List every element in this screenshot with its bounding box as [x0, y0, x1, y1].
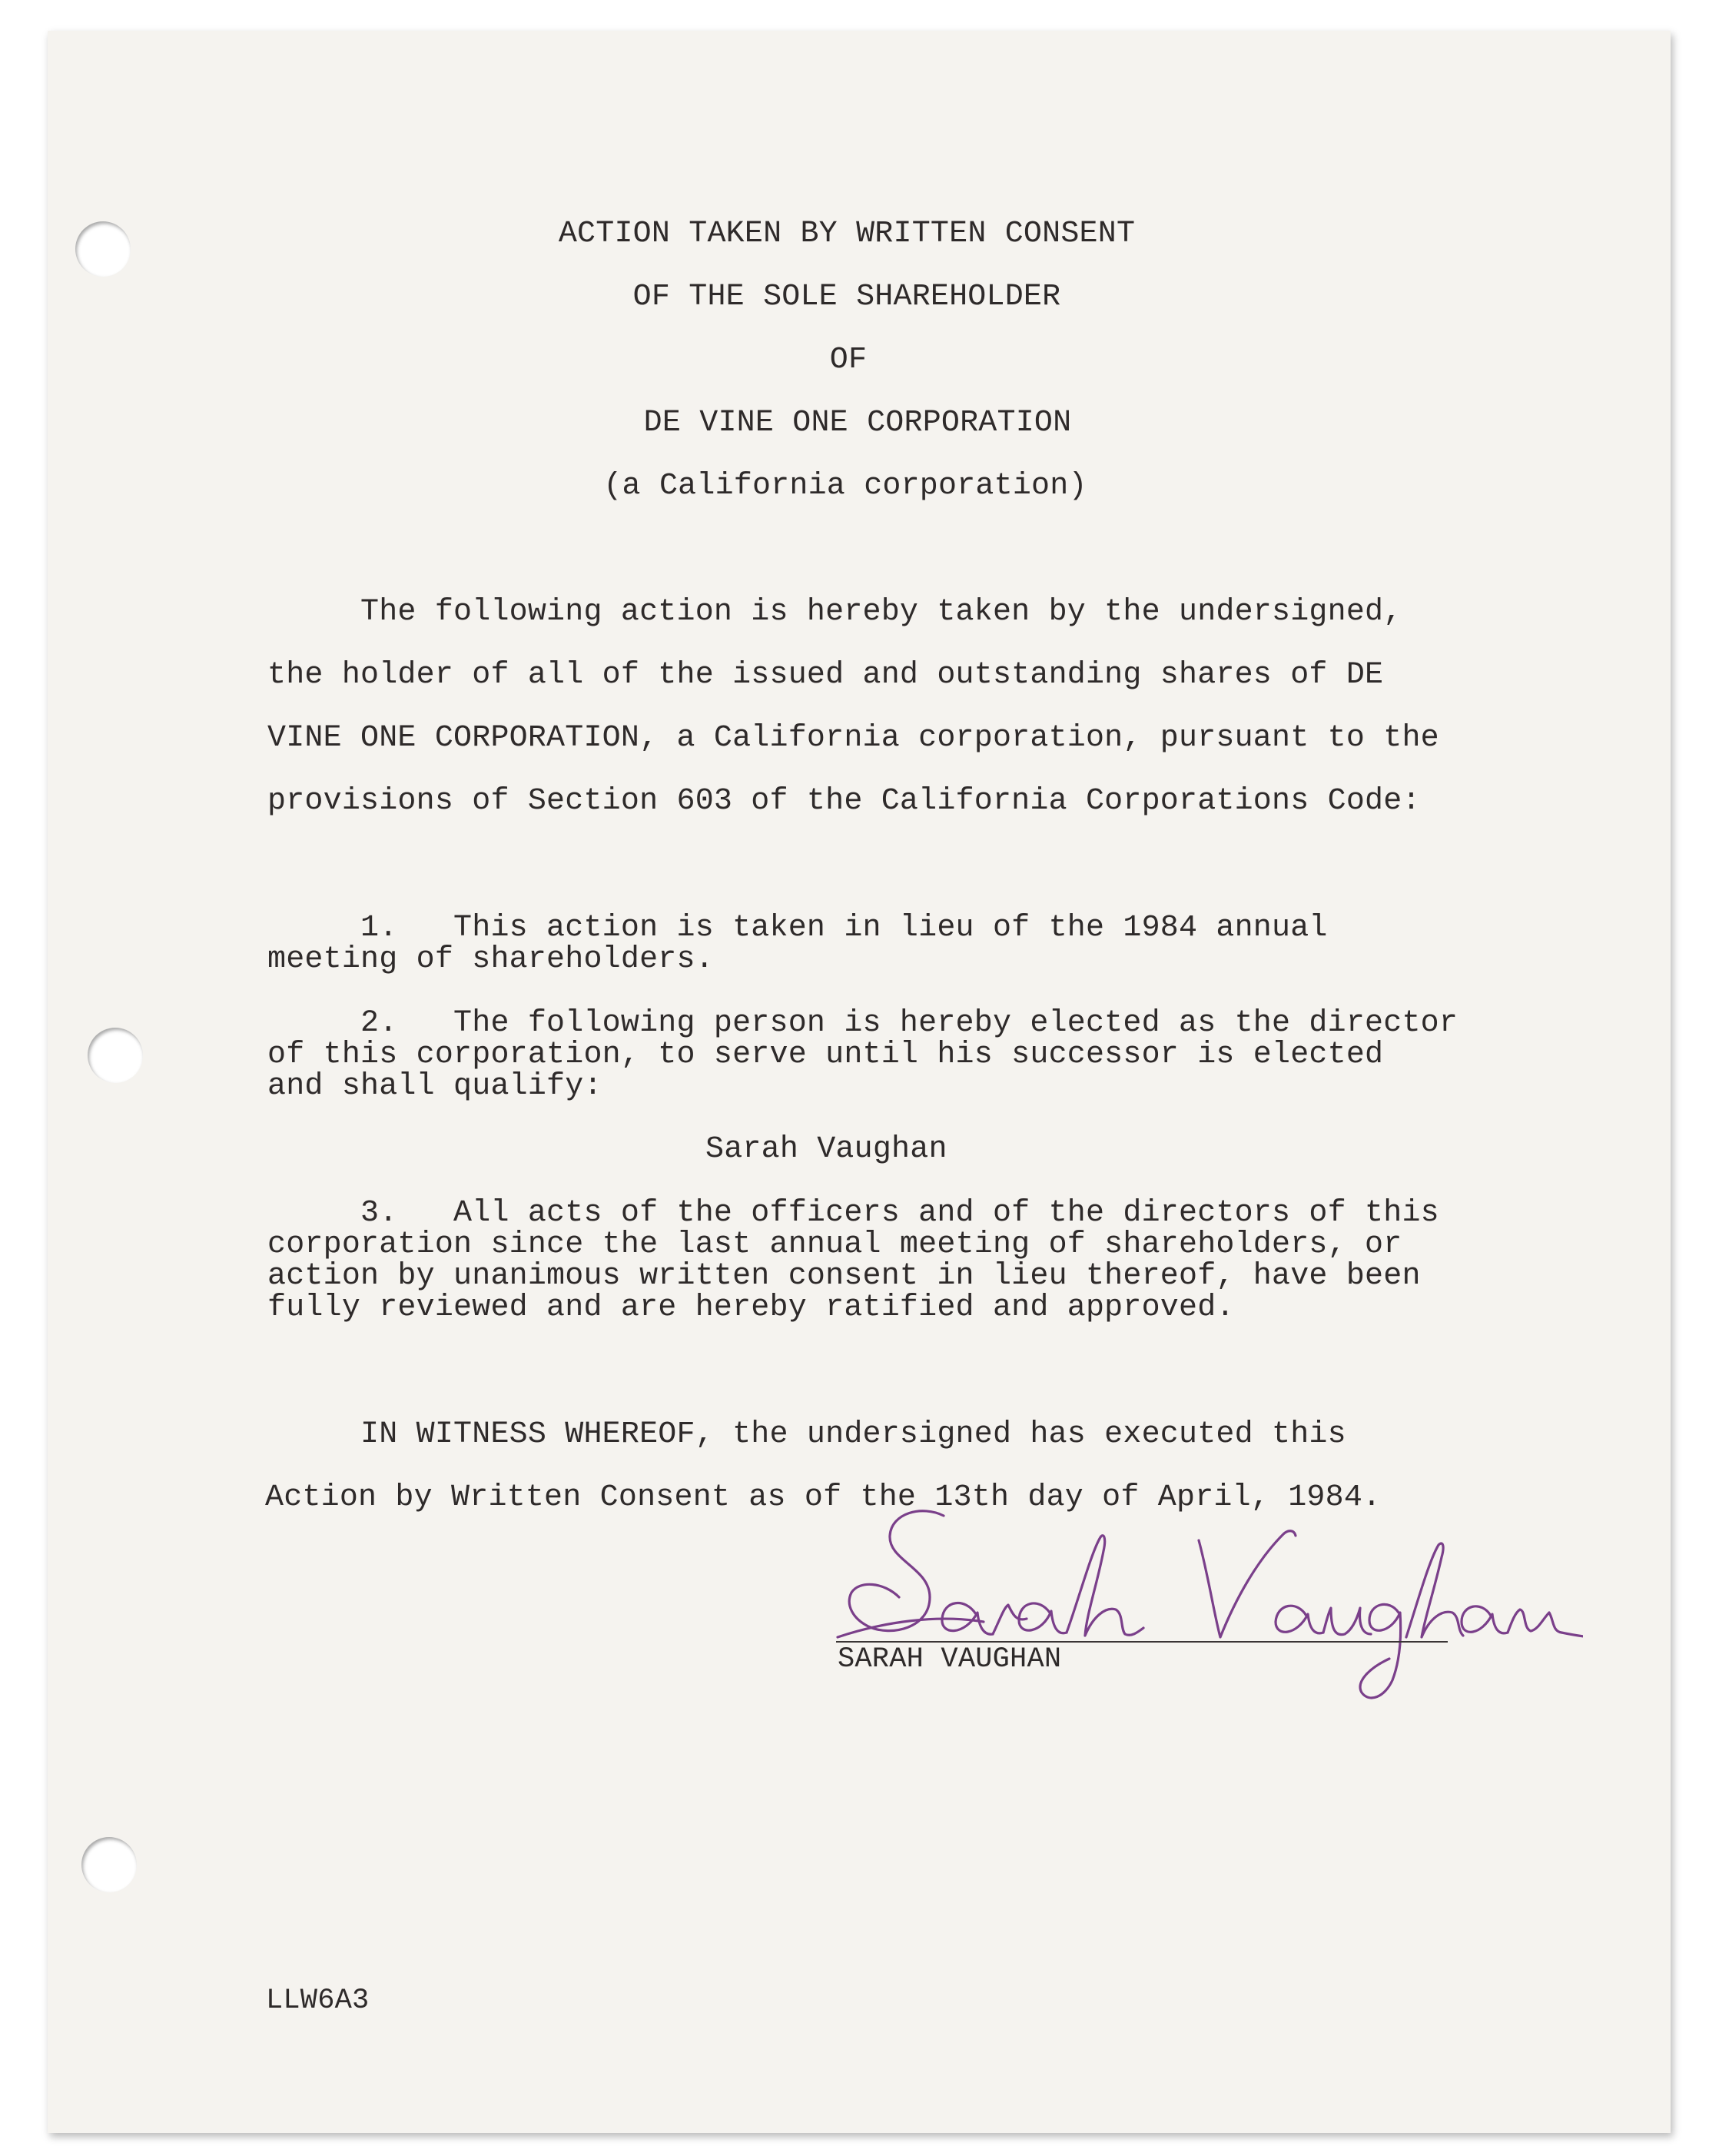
intro-line-1: The following action is hereby taken by the undersigned, [267, 595, 1402, 630]
item2-line-1: 2. The following person is hereby elected as the director [267, 1006, 1458, 1041]
handwritten-signature [815, 1507, 1583, 1706]
title-line-4: DE VINE ONE CORPORATION [643, 406, 1072, 440]
title-line-3: OF [829, 343, 868, 377]
signature-line [836, 1641, 1448, 1643]
signer-name: SARAH VAUGHAN [838, 1643, 1062, 1676]
item2-line-2: of this corporation, to serve until his successor is elected [267, 1038, 1384, 1072]
director-name: Sarah Vaughan [705, 1132, 947, 1167]
item3-line-3: action by unanimous written consent in lieu thereof, have been [267, 1259, 1421, 1294]
item3-line-2: corporation since the last annual meeting of shareholders, or [267, 1227, 1402, 1262]
intro-line-2: the holder of all of the issued and outstanding shares of DE [267, 658, 1384, 693]
witness-line-1: IN WITNESS WHEREOF, the undersigned has executed this [267, 1417, 1346, 1452]
witness-line-2: Action by Written Consent as of the 13th day of April, 1984. [265, 1480, 1382, 1515]
binder-hole-bottom [81, 1837, 137, 1892]
item2-line-3: and shall qualify: [267, 1069, 602, 1104]
footer-document-code: LLW6A3 [266, 1985, 370, 2017]
item1-line-2: meeting of shareholders. [267, 942, 714, 977]
intro-line-4: provisions of Section 603 of the California Corporations Code: [267, 784, 1421, 819]
item3-line-4: fully reviewed and are hereby ratified and approved. [267, 1291, 1235, 1325]
title-line-5: (a California corporation) [603, 469, 1087, 503]
title-line-2: OF THE SOLE SHAREHOLDER [632, 280, 1061, 314]
binder-hole-middle [88, 1028, 143, 1083]
title-line-1: ACTION TAKEN BY WRITTEN CONSENT [558, 217, 1136, 251]
item3-line-1: 3. All acts of the officers and of the directors of this [267, 1196, 1439, 1231]
intro-line-3: VINE ONE CORPORATION, a California corporation, pursuant to the [267, 721, 1439, 756]
item1-line-1: 1. This action is taken in lieu of the 1984 annual [267, 911, 1328, 945]
